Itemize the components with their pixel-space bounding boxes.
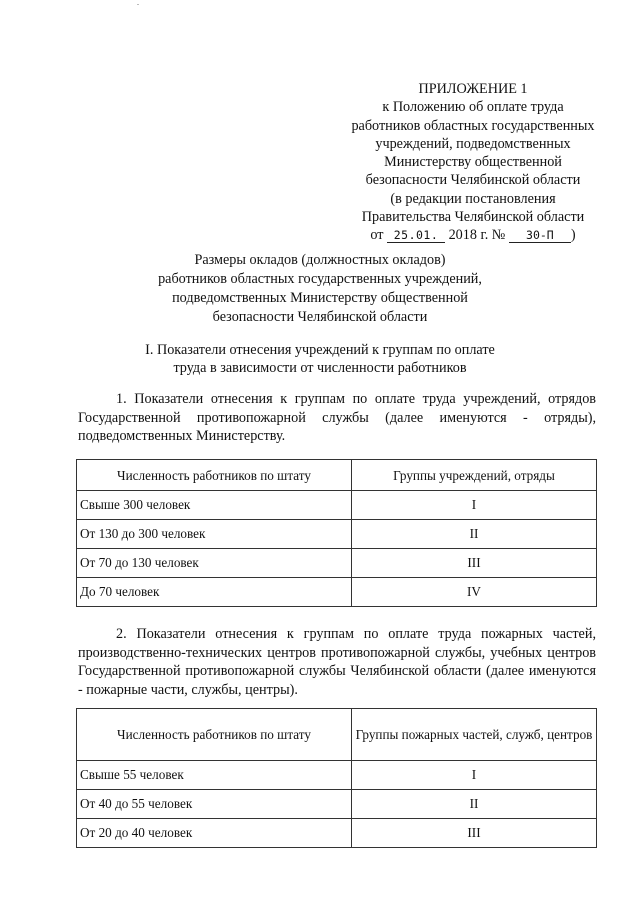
cell-staff-count: От 130 до 300 человек xyxy=(77,520,352,549)
title-line: Размеры окладов (должностных окладов) xyxy=(194,252,446,268)
header-staff-count: Численность работников по штату xyxy=(77,709,352,761)
table-row xyxy=(77,761,597,790)
closing-paren: ) xyxy=(570,227,576,244)
title-line: безопасности Челябинской области xyxy=(212,309,428,325)
table-row xyxy=(77,491,597,520)
table-fire-unit-groups xyxy=(76,708,597,848)
cell-group: I xyxy=(352,761,597,790)
appendix-line: (в редакции постановления xyxy=(390,190,556,207)
table-header-row xyxy=(77,709,597,761)
year-text: 2018 г. № xyxy=(448,227,506,244)
handwritten-number: 30-П xyxy=(509,229,571,243)
appendix-line: учреждений, подведомственных xyxy=(375,135,571,152)
scan-speck xyxy=(137,4,139,5)
table-row xyxy=(77,520,597,549)
header-staff-count: Численность работников по штату xyxy=(77,460,352,491)
appendix-title: ПРИЛОЖЕНИЕ 1 xyxy=(418,81,528,97)
cell-staff-count: Свыше 55 человек xyxy=(77,761,352,790)
appendix-line: Правительства Челябинской области xyxy=(361,209,585,226)
table-row xyxy=(77,578,597,607)
table-row xyxy=(77,790,597,819)
paragraph-2: 2. Показатели отнесения к группам по оплате труда пожарных частей, производственно-технических центров противопожарной службы, учебных центров Государственной противопожарной службы Челябинской области (далее именуются - пожарные части, службы, центры). xyxy=(78,626,596,698)
cell-staff-count: От 70 до 130 человек xyxy=(77,549,352,578)
paragraph-1: 1. Показатели отнесения к группам по оплате труда учреждений, отрядов Государственной противопожарной службы (далее именуются - отряды), подведомственных Министерству. xyxy=(78,391,596,445)
cell-group: IV xyxy=(352,578,597,607)
section-line: I. Показатели отнесения учреждений к группам по оплате xyxy=(145,342,495,358)
cell-group: II xyxy=(352,520,597,549)
cell-staff-count: Свыше 300 человек xyxy=(77,491,352,520)
handwritten-date: 25.01. xyxy=(387,229,445,243)
section-line: труда в зависимости от численности работников xyxy=(173,360,467,376)
table-institution-groups xyxy=(76,459,597,607)
document-title xyxy=(110,251,530,327)
header-groups: Группы учреждений, отряды xyxy=(352,460,597,491)
appendix-header xyxy=(318,80,628,245)
cell-staff-count: От 20 до 40 человек xyxy=(77,819,352,848)
cell-group: III xyxy=(352,819,597,848)
table-row xyxy=(77,819,597,848)
appendix-line: работников областных государственных xyxy=(351,117,595,134)
appendix-date-line xyxy=(318,226,628,244)
cell-staff-count: До 70 человек xyxy=(77,578,352,607)
cell-staff-count: От 40 до 55 человек xyxy=(77,790,352,819)
appendix-line: Министерству общественной xyxy=(384,154,562,171)
date-prefix: от xyxy=(370,227,384,244)
header-groups: Группы пожарных частей, служб, центров xyxy=(352,709,597,761)
cell-group: III xyxy=(352,549,597,578)
table-header-row xyxy=(77,460,597,491)
cell-group: II xyxy=(352,790,597,819)
title-line: работников областных государственных учреждений, xyxy=(158,271,482,287)
table-row xyxy=(77,549,597,578)
appendix-line: безопасности Челябинской области xyxy=(365,172,581,189)
section-heading xyxy=(120,341,520,377)
appendix-line: к Положению об оплате труда xyxy=(382,99,564,116)
cell-group: I xyxy=(352,491,597,520)
title-line: подведомственных Министерству общественной xyxy=(172,290,468,306)
